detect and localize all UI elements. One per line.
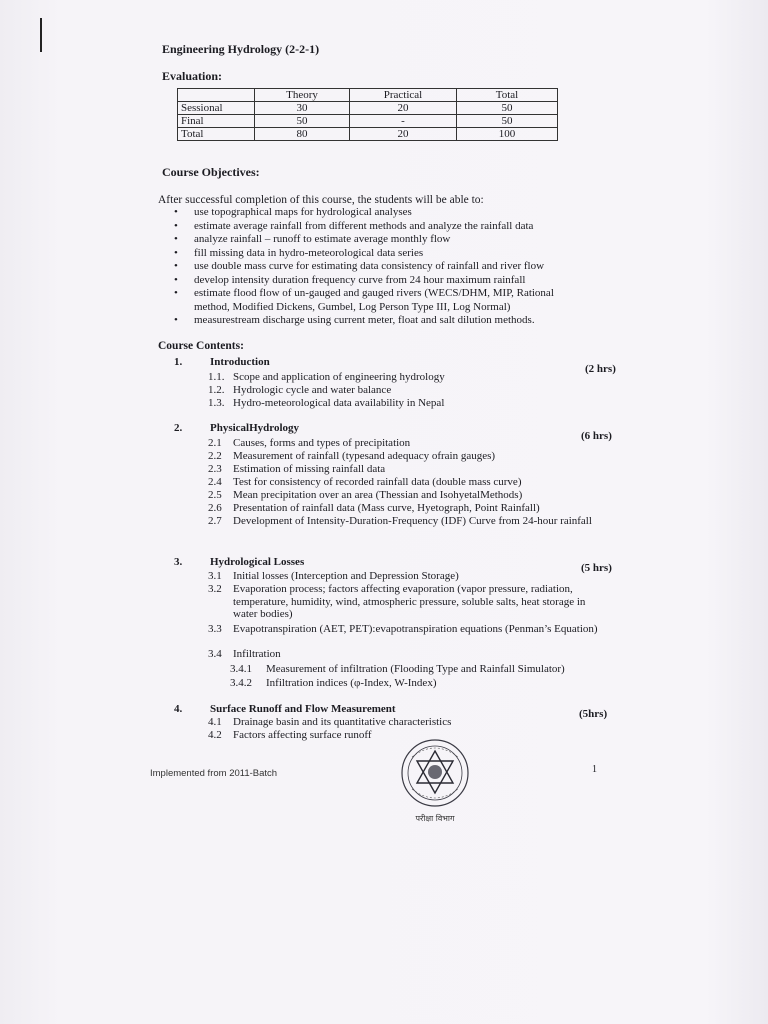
table-cell: 20 — [350, 102, 457, 115]
item-number: 3.3 — [208, 623, 222, 635]
item-text: Infiltration indices (φ-Index, W-Index) — [266, 677, 437, 689]
item-text: Hydrologic cycle and water balance — [233, 384, 392, 396]
list-item — [208, 570, 598, 583]
item-text: Presentation of rainfall data (Mass curve, Hyetograph, Point Rainfall) — [233, 502, 540, 514]
table-row — [178, 128, 558, 141]
list-item — [208, 437, 598, 450]
course-title: Engineering Hydrology (2-2-1) — [162, 42, 320, 56]
table-cell: 30 — [255, 102, 350, 115]
item-text: Mean precipitation over an area (Thessian and IsohyetalMethods) — [233, 489, 523, 501]
list-item: • estimate flood flow of un-gauged and gauged rivers (WECS/DHM, MIP, Rational method, Modified Dickens, Gumbel, Log Person Type III, Log Normal) — [172, 287, 592, 314]
section-hours: (5hrs) — [579, 708, 608, 720]
table-cell — [178, 89, 255, 102]
list-item: • fill missing data in hydro-meteorological data series — [172, 247, 592, 261]
section-hours: (6 hrs) — [581, 430, 612, 442]
list-item — [208, 648, 598, 661]
list-item: • estimate average rainfall from different methods and analyze the rainfall data — [172, 220, 592, 234]
section-title: Surface Runoff and Flow Measurement — [210, 703, 396, 715]
item-number: 3.2 — [208, 583, 222, 595]
table-cell: Sessional — [178, 102, 255, 115]
item-text: Factors affecting surface runoff — [233, 729, 372, 741]
table-cell: 50 — [255, 115, 350, 128]
table-cell: 80 — [255, 128, 350, 141]
table-cell: - — [350, 115, 457, 128]
section-number: 2. — [174, 422, 183, 434]
list-item — [208, 371, 598, 384]
table-row — [178, 102, 558, 115]
list-item: • use double mass curve for estimating data consistency of rainfall and river flow — [172, 260, 592, 274]
university-seal-icon — [396, 737, 474, 837]
item-number: 2.2 — [208, 450, 222, 462]
item-text: Measurement of infiltration (Flooding Type and Rainfall Simulator) — [266, 663, 565, 675]
table-cell: 50 — [457, 102, 558, 115]
section-number: 3. — [174, 556, 183, 568]
section-hours: (5 hrs) — [581, 562, 612, 574]
evaluation-table — [177, 88, 558, 141]
list-item — [208, 583, 598, 621]
item-text: Infiltration — [233, 648, 281, 660]
item-text: Causes, forms and types of precipitation — [233, 437, 411, 449]
objectives-heading: Course Objectives: — [162, 165, 260, 179]
item-number: 4.1 — [208, 716, 222, 728]
evaluation-heading: Evaluation: — [162, 69, 223, 83]
item-text: Test for consistency of recorded rainfall data (double mass curve) — [233, 476, 522, 488]
list-item: • measurestream discharge using current meter, float and salt dilution methods. — [172, 314, 592, 328]
list-item — [208, 502, 598, 515]
item-number: 3.4.2 — [230, 677, 252, 689]
item-text: Hydro-meteorological data availability in Nepal — [233, 397, 445, 409]
section-title: PhysicalHydrology — [210, 422, 300, 434]
section-number: 1. — [174, 356, 183, 368]
seal-label: परीक्षा विभाग — [415, 814, 455, 823]
table-cell: 100 — [457, 128, 558, 141]
list-item — [208, 476, 598, 489]
item-number: 2.1 — [208, 437, 222, 449]
item-text: Initial losses (Interception and Depression Storage) — [233, 570, 459, 582]
item-text: Estimation of missing rainfall data — [233, 463, 386, 475]
item-text: Evapotranspiration (AET, PET):evapotranspiration equations (Penman’s Equation) — [233, 623, 598, 635]
section-number: 4. — [174, 703, 183, 715]
contents-heading: Course Contents: — [158, 340, 244, 352]
item-text: Drainage basin and its quantitative characteristics — [233, 716, 452, 728]
list-item — [208, 515, 598, 528]
section-hours: (2 hrs) — [585, 363, 616, 375]
item-text: Evaporation process; factors affecting evaporation (vapor pressure, radiation, temperature, humidity, wind, atmospheric pressure, soluble salts, heat storage in water bodies) — [233, 583, 586, 620]
item-number: 3.1 — [208, 570, 222, 582]
item-number: 3.4.1 — [230, 663, 252, 675]
page-number: 1 — [592, 764, 597, 775]
list-item: • use topographical maps for hydrological analyses — [172, 206, 592, 220]
item-number: 2.3 — [208, 463, 222, 475]
list-item — [208, 384, 598, 397]
list-item — [230, 677, 600, 689]
list-item: • analyze rainfall – runoff to estimate average monthly flow — [172, 233, 592, 247]
item-number: 1.1. — [208, 371, 225, 383]
item-number: 4.2 — [208, 729, 222, 741]
item-text: Development of Intensity-Duration-Frequency (IDF) Curve from 24-hour rainfall — [233, 515, 592, 527]
table-header-total: Total — [457, 89, 558, 102]
item-number: 1.3. — [208, 397, 225, 409]
item-number: 2.6 — [208, 502, 222, 514]
table-cell: Total — [178, 128, 255, 141]
list-item — [208, 489, 598, 502]
item-number: 2.7 — [208, 515, 222, 527]
item-text: Measurement of rainfall (typesand adequacy ofrain gauges) — [233, 450, 496, 462]
table-header-theory: Theory — [255, 89, 350, 102]
table-cell: 20 — [350, 128, 457, 141]
section-title: Hydrological Losses — [210, 556, 305, 568]
list-item — [208, 397, 598, 410]
table-cell: 50 — [457, 115, 558, 128]
list-item — [208, 716, 598, 729]
table-row — [178, 115, 558, 128]
item-text: Scope and application of engineering hydrology — [233, 371, 445, 383]
section-title: Introduction — [210, 356, 270, 368]
list-item — [208, 463, 598, 476]
implementation-note: Implemented from 2011-Batch — [150, 768, 278, 779]
objectives-list — [172, 206, 592, 328]
list-item — [208, 450, 598, 463]
item-number: 2.5 — [208, 489, 222, 501]
table-header-practical: Practical — [350, 89, 457, 102]
item-number: 1.2. — [208, 384, 225, 396]
list-item: • develop intensity duration frequency curve from 24 hour maximum rainfall — [172, 274, 592, 288]
item-number: 2.4 — [208, 476, 222, 488]
item-number: 3.4 — [208, 648, 222, 660]
table-header-row — [178, 89, 558, 102]
list-item — [230, 663, 600, 675]
objectives-intro: After successful completion of this course, the students will be able to: — [158, 194, 484, 206]
list-item — [208, 623, 598, 636]
margin-mark — [40, 18, 42, 52]
table-cell: Final — [178, 115, 255, 128]
